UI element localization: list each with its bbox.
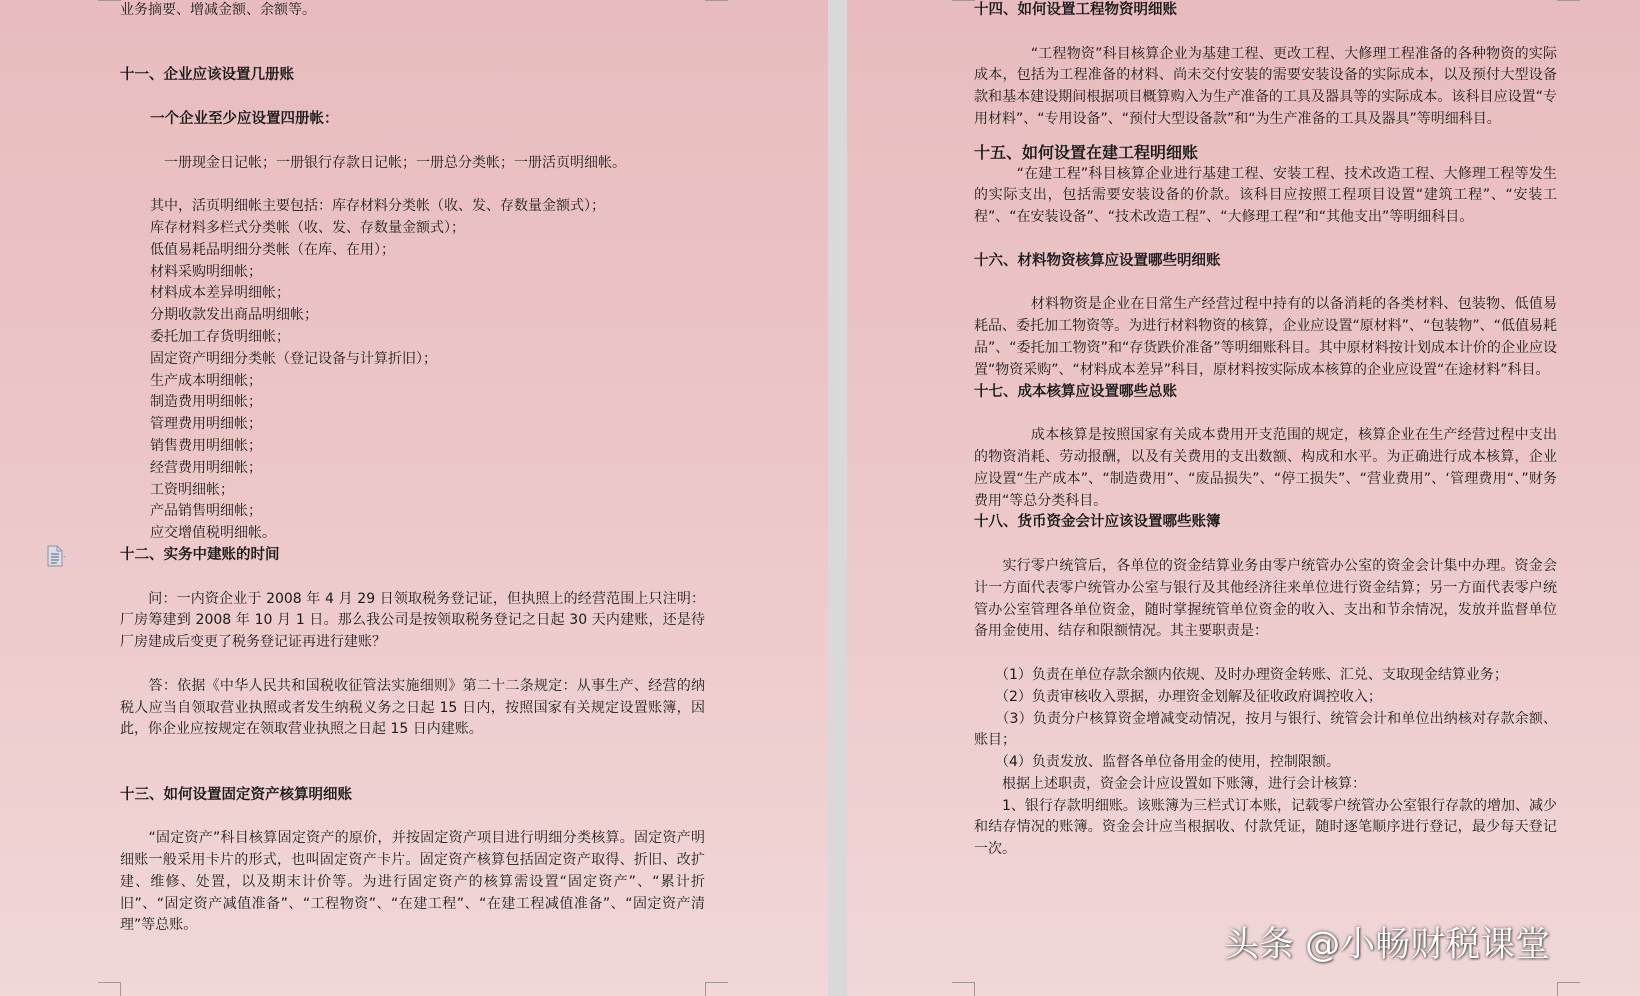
paragraph: 销售费用明细帐； [150,437,262,454]
blank-line [974,403,1557,425]
margin-corner-top-left [98,0,121,1]
paragraph: 成本核算是按照国家有关成本费用开支范围的规定，核算企业在生产经营过程中支出的物资消耗、劳动报酬，以及有关费用的支出数额、构成和水平。为正确进行成本核算，企业应设置“生产成本”、“制造费用”、“废品损失”、“停工损失”、“营业费用”、‘管理费用“、”财务费用“等总分类科目。 [974,427,1557,509]
section-heading: 十五、如何设置在建工程明细账 [974,142,1199,162]
blank-line [974,534,1557,556]
right-page [847,0,1640,996]
paragraph: 制造费用明细帐； [150,394,262,411]
section-heading: 十二、实务中建账的时间 [120,546,280,563]
paragraph: （4）负责发放、监督各单位备用金的使用，控制限额。 [974,754,1340,771]
blank-line [120,131,705,153]
paragraph: 问：一内资企业于 2008 年 4 月 29 日领取税务登记证，但执照上的经营范围上只注明：厂房筹建到 2008 年 10 月 1 日。那么我公司是按领取税务登记之日起 30 天内建账，还是待厂房建成后变更了税务登记证再进行建账？ [120,590,705,651]
paragraph: 答：依据《中华人民共和国税收征管法实施细则》第二十二条规定：从事生产、经营的纳税人应当自领取营业执照或者发生纳税义务之日起 15 日内，按照国家有关规定设置账簿，因此，你企业应按规定在领取营业执照之日起 15 日内建账。 [120,677,705,738]
blank-line [120,44,705,66]
margin-corner-bottom-right [705,982,728,996]
paragraph: 库存材料多栏式分类帐（收、发、存数量金额式）； [150,219,465,236]
paragraph: 低值易耗品明细分类帐（在库、在用）； [150,241,395,258]
paragraph: 材料物资是企业在日常生产经营过程中持有的以备消耗的各类材料、包装物、低值易耗品、委托加工物资等。为进行材料物资的核算，企业应设置“原材料”、“包装物”、“低值易耗品”、“委托加工物资”和“存货跌价准备”等明细账科目。其中原材料按计划成本计价的企业应设置“物资采购”、“材料成本差异”科目，原材料按实际成本核算的企业应设置“在途材料”科目。 [974,296,1557,378]
margin-corner-top-right [705,0,728,1]
paragraph: “工程物资”科目核算企业为基建工程、更改工程、大修理工程准备的各种物资的实际成本，包括为工程准备的材料、尚未交付安装的需要安装设备的实际成本，以及预付大型设备款和基本建设期间根据项目概算购入为生产准备的工具及器具等的实际成本。该科目应设置“专用材料”、“专用设备”、“预付大型设备款”和“为生产准备的工具及器具”等明细科目。 [974,45,1557,127]
margin-corner-bottom-right [1557,982,1580,996]
section-heading: 十三、如何设置固定资产核算明细账 [120,786,352,803]
paragraph: 产品销售明细帐； [150,503,262,520]
section-heading: 十一、企业应该设置几册账 [120,67,294,84]
paragraph: 委托加工存货明细帐； [150,328,290,345]
blank-line [120,87,705,109]
blank-line [120,741,705,763]
margin-corner-bottom-left [98,982,121,996]
blank-line [120,654,705,676]
blank-line [120,567,705,589]
paragraph: 一册现金日记帐；一册银行存款日记帐；一册总分类帐；一册活页明细帐。 [164,154,626,171]
watermark: 头条 @小畅财税课堂 [1224,925,1551,965]
paragraph: 应交增值税明细帐。 [150,525,276,542]
page-gap [828,0,847,996]
margin-corner-top-right [1557,0,1580,1]
section-heading: 十八、货币资金会计应该设置哪些账簿 [974,514,1221,531]
paragraph: “固定资产”科目核算固定资产的原价，并按固定资产项目进行明细分类核算。固定资产明细账一般采用卡片的形式，也叫固定资产卡片。固定资产核算包括固定资产取得、折旧、改扩建、维修、处置，以及期末计价等。为进行固定资产的核算需设置“固定资产”、“累计折旧”、“固定资产减值准备”、“工程物资”、“在建工程”、“在建工程减值准备”、“固定资产清理”等总账。 [120,830,705,934]
right-page-text[interactable] [974,0,1557,861]
left-page-text[interactable] [120,0,705,937]
section-heading: 一个企业至少应设置四册帐： [150,110,339,127]
paragraph: （2）负责审核收入票据，办理资金划解及征收政府调控收入； [974,688,1382,705]
paragraph: 分期收款发出商品明细帐； [150,307,318,324]
blank-line [974,643,1557,665]
paragraph: 其中，活页明细帐主要包括：库存材料分类帐（收、发、存数量金额式）； [150,198,605,215]
section-heading: 十四、如何设置工程物资明细账 [974,2,1177,18]
paragraph: （3）负责分户核算资金增减变动情况，按月与银行、统管会计和单位出纳核对存款余额、账目； [974,710,1557,749]
blank-line [974,273,1557,295]
blank-line [120,763,705,785]
blank-line [974,22,1557,44]
paragraph: 1、银行存款明细账。该账簿为三栏式订本账，记载零户统管办公室银行存款的增加、减少和结存情况的账簿。资金会计应当根据收、付款凭证，随时逐笔顺序进行登记，最少每天登记一次。 [974,797,1557,858]
paragraph: 经营费用明细帐； [150,459,262,476]
blank-line [120,174,705,196]
paragraph: 管理费用明细帐； [150,416,262,433]
section-heading: 十七、成本核算应设置哪些总账 [974,383,1177,400]
paragraph: 固定资产明细分类帐（登记设备与计算折旧）； [150,350,437,367]
paragraph: （1）负责在单位存款余额内依规、及时办理资金转账、汇兑、支取现金结算业务； [974,666,1508,683]
document-icon[interactable] [46,545,66,567]
blank-line [974,131,1557,142]
section-heading: 十六、材料物资核算应设置哪些明细账 [974,252,1221,269]
paragraph: “在建工程”科目核算企业进行基建工程、安装工程、技术改造工程、大修理工程等发生的实际支出，包括需要安装设备的价款。该科目应按照工程项目设置“建筑工程”、“安装工程”、“在安装设备”、“技术改造工程”、“大修理工程”和“其他支出”等明细科目。 [974,165,1557,226]
paragraph: 根据上述职责，资金会计应设置如下账簿，进行会计核算： [974,775,1366,792]
paragraph: 实行零户统管后，各单位的资金结算业务由零户统管办公室的资金会计集中办理。资金会计一方面代表零户统管办公室与银行及其他经济往来单位进行资金结算；另一方面代表零户统管办公室管理各单位资金，随时掌握统管单位资金的收入、支出和节余情况，发放并监督单位备用金使用、结存和限额情况。其主要职责是： [974,557,1557,640]
margin-corner-bottom-left [952,982,975,996]
paragraph: 材料采购明细帐； [150,263,262,280]
paragraph: 业务摘要、增减金额、余额等。 [120,2,316,18]
paragraph: 生产成本明细帐； [150,372,262,389]
margin-corner-top-left [952,0,975,1]
blank-line [120,22,705,44]
paragraph: 材料成本差异明细帐； [150,285,290,302]
paragraph: 工资明细帐； [150,481,234,498]
blank-line [120,806,705,828]
blank-line [974,229,1557,251]
